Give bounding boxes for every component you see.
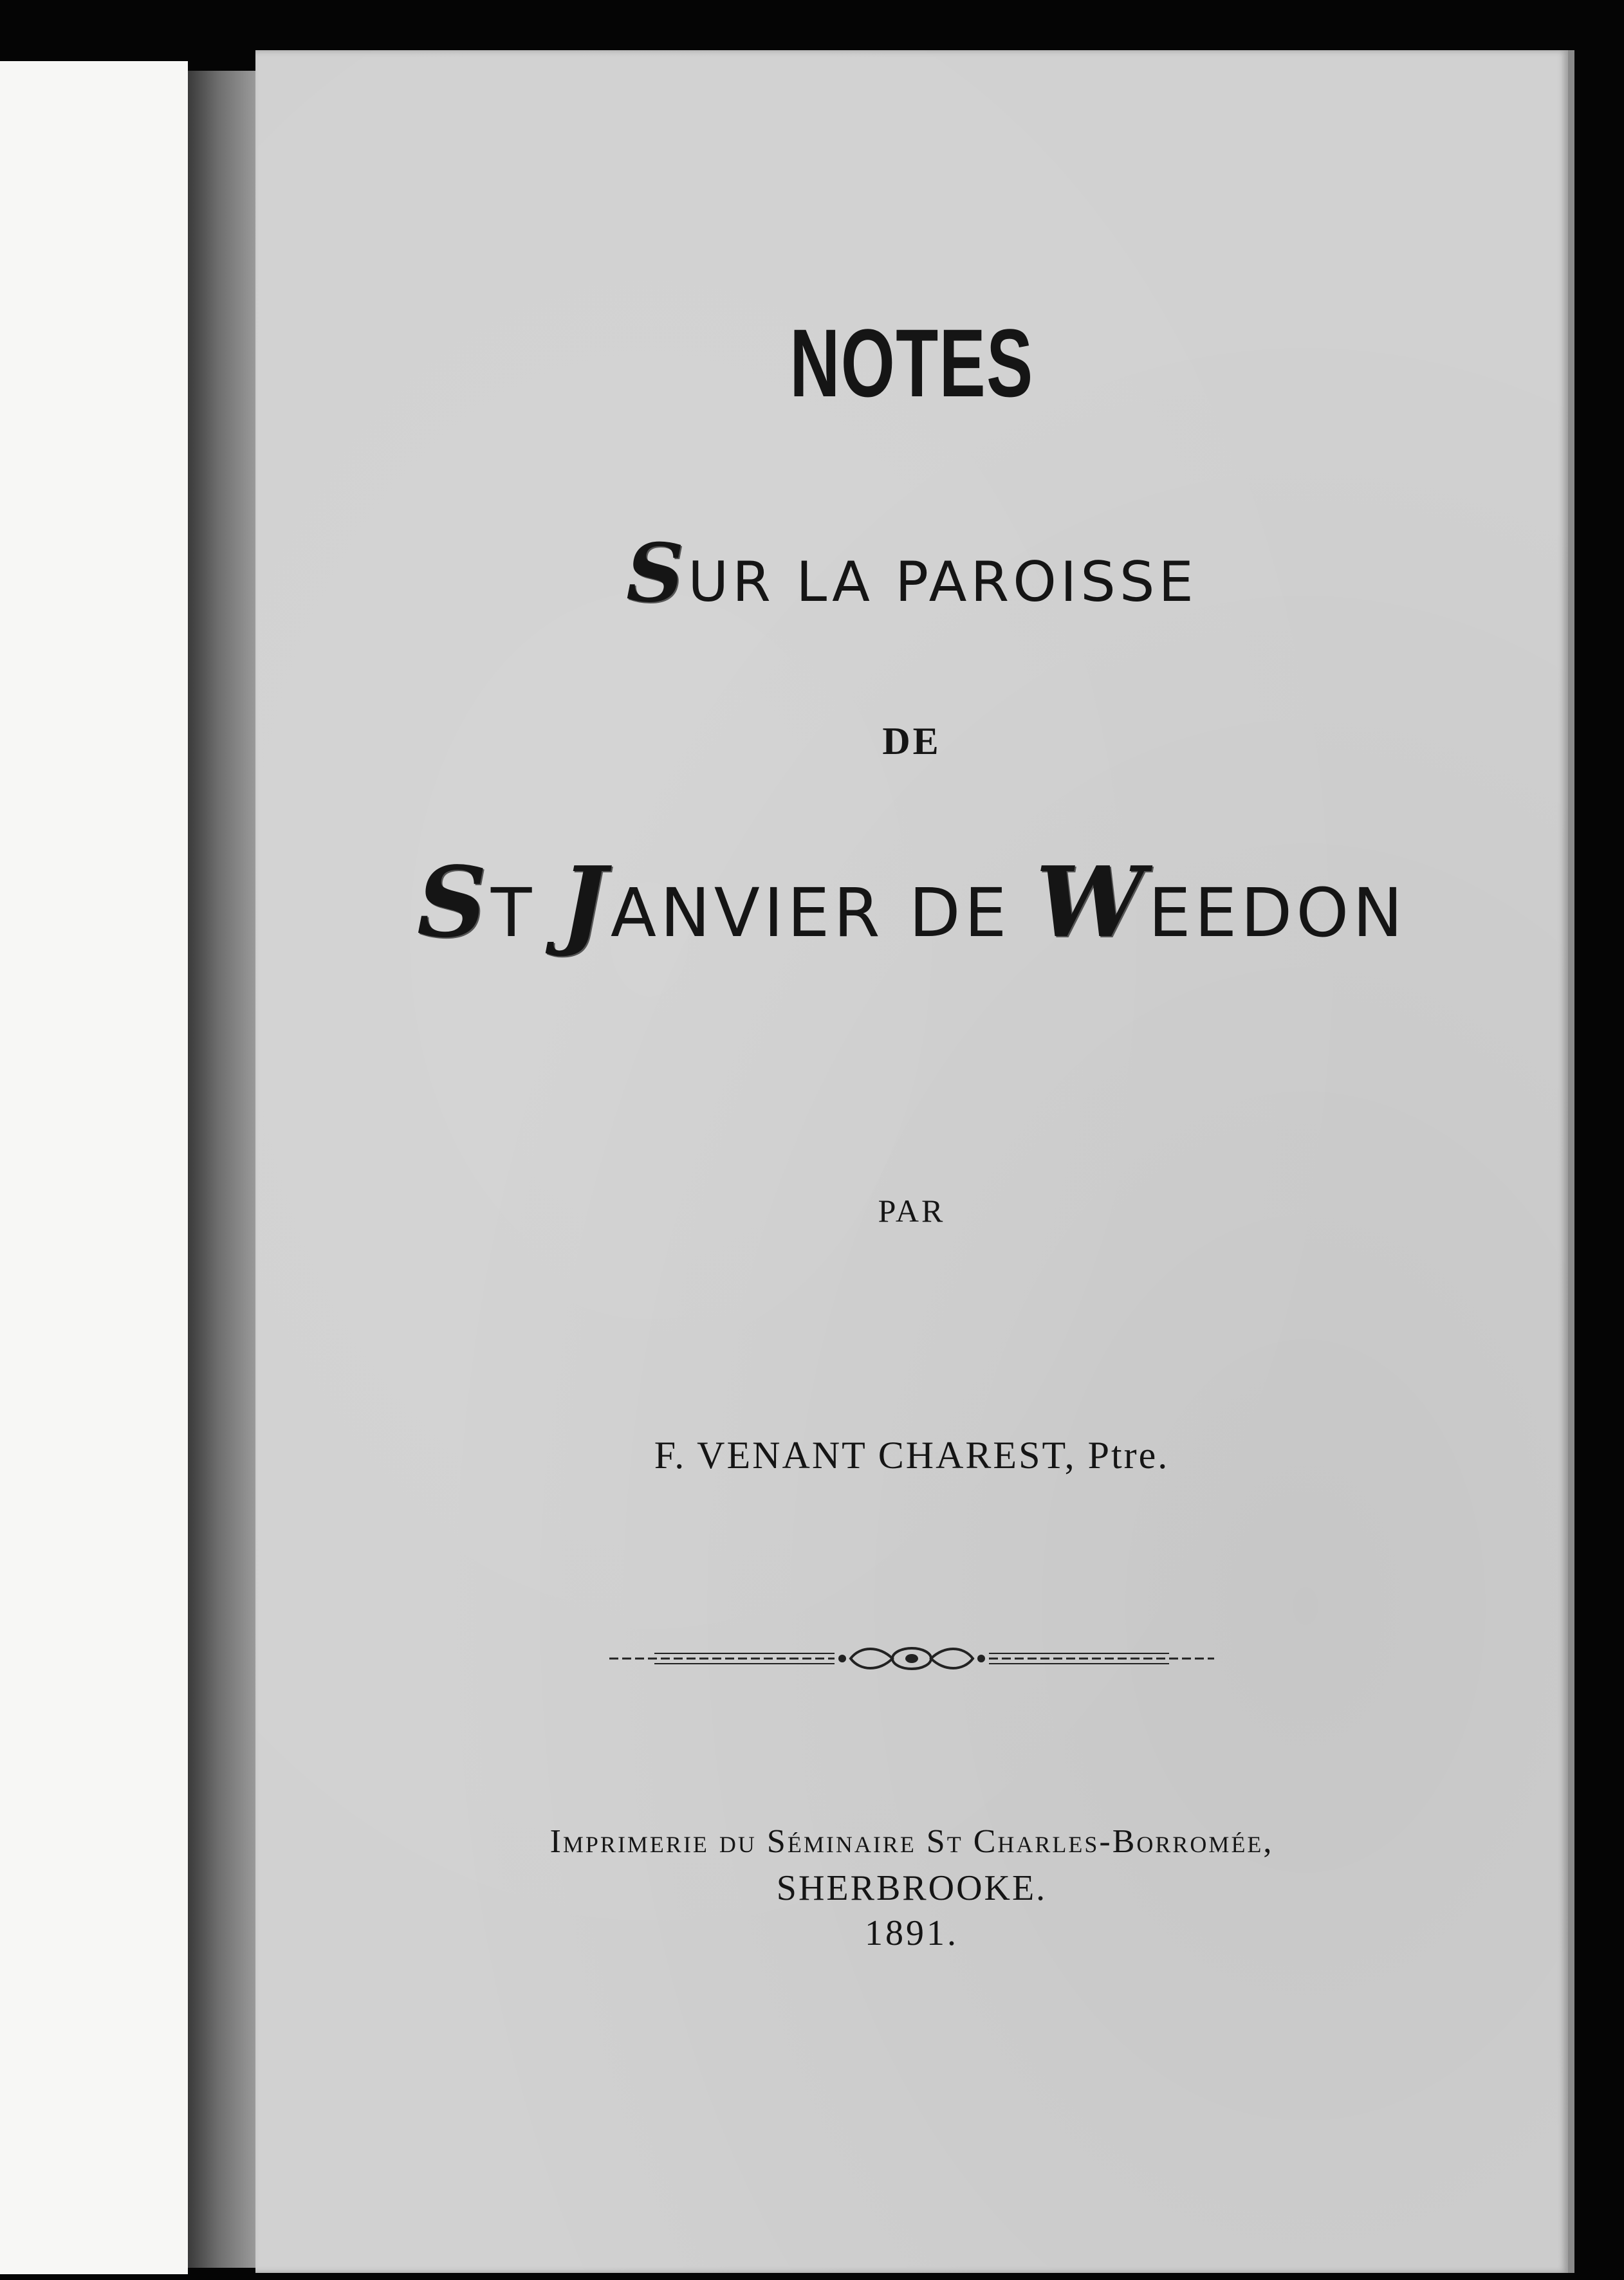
parish-ornate-initial-j: J — [560, 845, 611, 959]
parish-ornate-initial-s: S — [416, 845, 491, 959]
binding-gutter — [188, 71, 255, 2268]
decorative-rule-icon — [603, 1639, 1221, 1678]
imprint-city: SHERBROOKE. — [776, 1868, 1047, 1908]
imprint-year: 1891. — [865, 1913, 959, 1953]
preposition: DE — [882, 720, 941, 762]
page-title: NOTES — [789, 309, 1034, 417]
subtitle — [255, 526, 1568, 620]
parish-ornate-initial-w: W — [1035, 845, 1149, 959]
page-edge — [1568, 50, 1574, 2273]
parish-text-janvier: ANVIER DE — [610, 874, 1036, 952]
subtitle-text: UR LA PAROISSE — [688, 550, 1197, 614]
subtitle-ornate-initial: S — [626, 526, 688, 620]
parish-text-st: T — [490, 874, 561, 952]
by-label: PAR — [878, 1193, 946, 1229]
imprint-line: Imprimerie du Séminaire St Charles-Borromée, — [549, 1823, 1274, 1860]
flyleaf-strip — [0, 61, 188, 2274]
parish-text-weedon: EEDON — [1148, 874, 1407, 952]
title-page — [255, 50, 1568, 2273]
author-name: F. VENANT CHAREST, Ptre. — [654, 1434, 1170, 1476]
parish-name — [255, 845, 1568, 959]
